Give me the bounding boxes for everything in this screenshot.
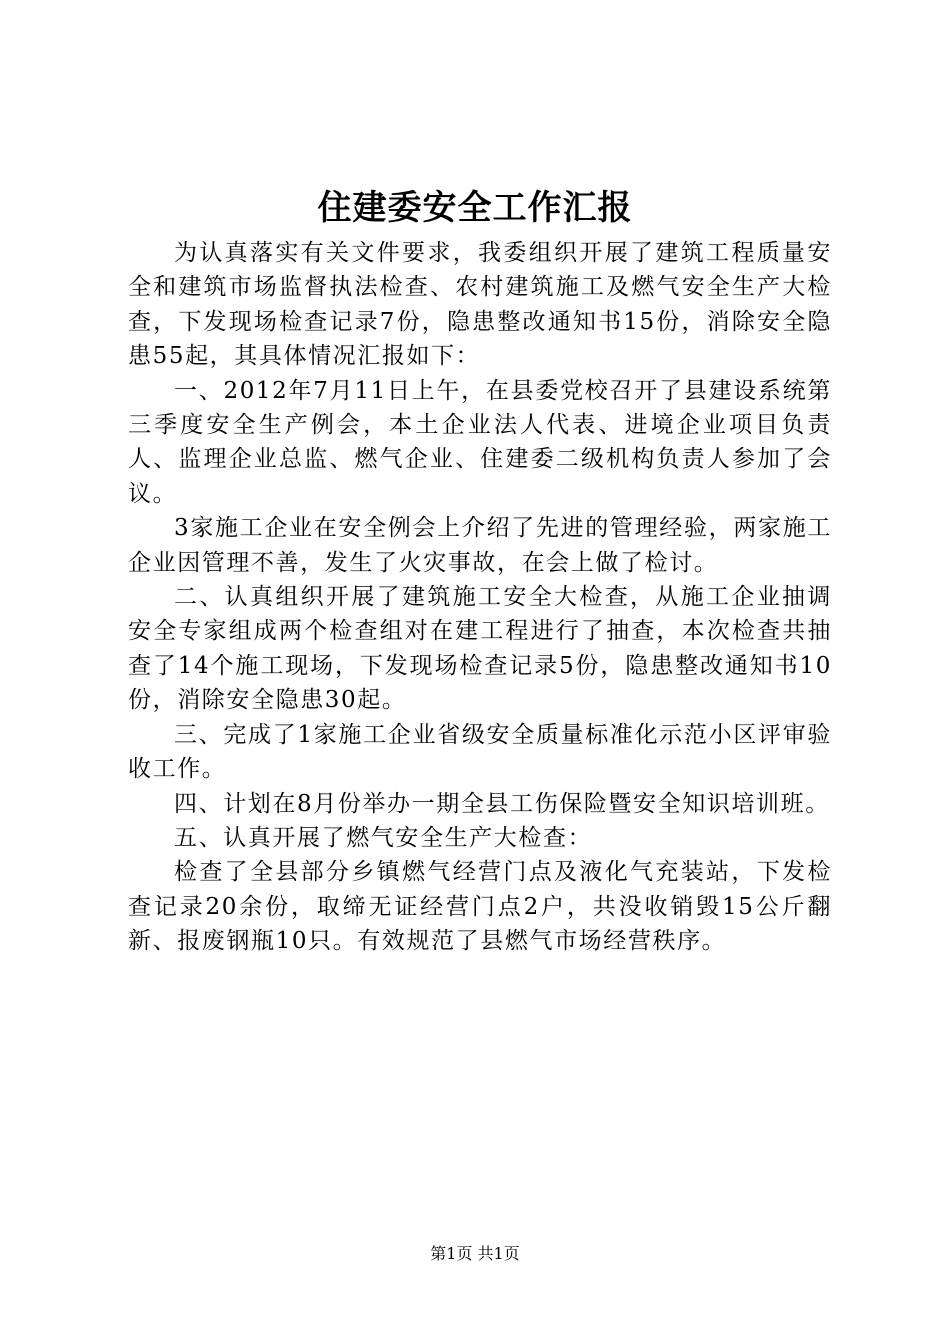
paragraph-section-5-detail: 检查了全县部分乡镇燃气经营门点及液化气充装站，下发检查记录20余份，取缔无证经营门点2户，共没收销毁15公斤翻新、报废钢瓶10只。有效规范了县燃气市场经营秩序。 — [128, 859, 832, 955]
paragraph-section-5: 五、认真开展了燃气安全生产大检查： — [174, 824, 593, 851]
document-body — [128, 236, 832, 959]
document-title: 住建委安全工作汇报 — [317, 188, 633, 228]
paragraph-section-2: 二、认真组织开展了建筑施工安全大检查，从施工企业抽调安全专家组成两个检查组对在建工程进行了抽查，本次检查共抽查了14个施工现场，下发现场检查记录5份，隐患整改通知书10份，消除安全隐患30起。 — [128, 584, 832, 714]
paragraph-section-1-detail: 3家施工企业在安全例会上介绍了先进的管理经验，两家施工企业因管理不善，发生了火灾事故，在会上做了检讨。 — [128, 515, 832, 576]
paragraph-intro: 为认真落实有关文件要求，我委组织开展了建筑工程质量安全和建筑市场监督执法检查、农村建筑施工及燃气安全生产大检查，下发现场检查记录7份，隐患整改通知书15份，消除安全隐患55起，其具体情况汇报如下： — [128, 240, 832, 370]
paragraph-section-4: 四、计划在8月份举办一期全县工伤保险暨安全知识培训班。 — [174, 790, 830, 817]
paragraph-section-1: 一、2012年7月11日上午，在县委党校召开了县建设系统第三季度安全生产例会，本土企业法人代表、进境企业项目负责人、监理企业总监、燃气企业、住建委二级机构负责人参加了会议。 — [128, 377, 832, 507]
paragraph-section-3: 三、完成了1家施工企业省级安全质量标准化示范小区评审验收工作。 — [128, 721, 832, 783]
page-number-footer: 第1页 共1页 — [430, 1244, 520, 1263]
